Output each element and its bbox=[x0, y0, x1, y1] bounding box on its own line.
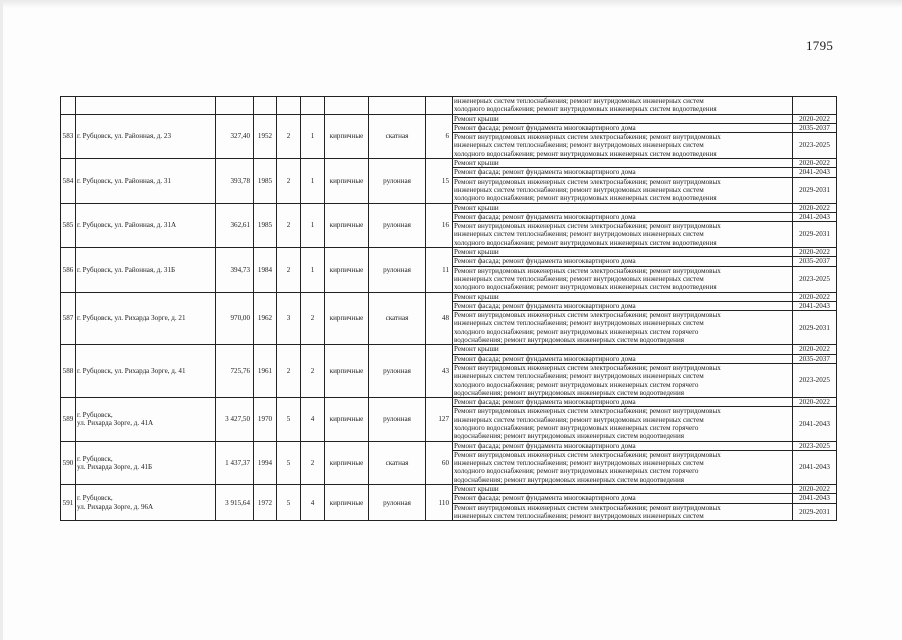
roof-cell: скатная bbox=[369, 292, 426, 345]
walls-cell: кирпичные bbox=[325, 345, 369, 398]
period-cell: 2020-2022 bbox=[793, 203, 837, 212]
address-cell bbox=[76, 97, 216, 115]
apartments-cell: 15 bbox=[426, 159, 453, 203]
work-line: Ремонт внутридомовых инженерных систем электроснабжения; ремонт внутридомовых bbox=[454, 503, 721, 512]
area-cell: 3 427,50 bbox=[216, 398, 254, 441]
work-cell bbox=[453, 301, 793, 310]
work-line: инженерных систем теплоснабжения; ремонт внутридомовых инженерных систем bbox=[454, 274, 704, 283]
year-cell: 1985 bbox=[254, 203, 277, 247]
table-body bbox=[61, 97, 837, 521]
period-cell: 2023-2025 bbox=[793, 441, 837, 450]
period-cell: 2020-2022 bbox=[793, 345, 837, 354]
work-line: холодного водоснабжения; ремонт внутридомовых инженерных систем водоотведения bbox=[454, 238, 717, 247]
house-number-cell: 588 bbox=[61, 345, 76, 398]
work-line: Ремонт внутридомовых инженерных систем электроснабжения; ремонт внутридомовых bbox=[454, 450, 721, 459]
work-line: Ремонт фасада; ремонт фундамента многоквартирного дома bbox=[454, 123, 636, 132]
work-cell bbox=[453, 177, 793, 203]
work-cell bbox=[453, 354, 793, 363]
walls-cell: кирпичные bbox=[325, 248, 369, 292]
apartments-cell: 127 bbox=[426, 398, 453, 441]
period-cell: 2023-2025 bbox=[793, 363, 837, 397]
work-line: Ремонт внутридомовых инженерных систем электроснабжения; ремонт внутридомовых bbox=[454, 363, 721, 372]
entrances-cell: 1 bbox=[301, 248, 325, 292]
period-cell: 2020-2022 bbox=[793, 398, 837, 407]
work-cell bbox=[453, 222, 793, 248]
address-line: ул. Рихарда Зорге, д. 41А bbox=[77, 419, 154, 428]
work-cell bbox=[453, 257, 793, 266]
apartments-cell: 60 bbox=[426, 441, 453, 484]
work-line: Ремонт фасада; ремонт фундамента многоквартирного дома bbox=[454, 168, 636, 177]
year-cell: 1984 bbox=[254, 248, 277, 292]
work-line: инженерных систем теплоснабжения; ремонт внутридомовых инженерных систем bbox=[454, 415, 704, 424]
work-line: Ремонт фасада; ремонт фундамента многоквартирного дома bbox=[454, 354, 636, 363]
work-line: Ремонт фасада; ремонт фундамента многоквартирного дома bbox=[454, 441, 636, 450]
roof-cell: рулонная bbox=[369, 248, 426, 292]
work-line: холодного водоснабжения; ремонт внутридомовых инженерных систем водоотведения bbox=[454, 149, 717, 158]
year-cell: 1962 bbox=[254, 292, 277, 345]
work-line: холодного водоснабжения; ремонт внутридомовых инженерных систем горячего bbox=[454, 380, 699, 389]
num-cell bbox=[61, 97, 76, 115]
address-cell bbox=[76, 398, 216, 441]
work-line: холодного водоснабжения; ремонт внутридомовых инженерных систем горячего bbox=[454, 423, 699, 432]
apartments-cell: 48 bbox=[426, 292, 453, 345]
entrances-cell: 1 bbox=[301, 114, 325, 158]
period-cell: 2029-2031 bbox=[793, 311, 837, 345]
address-line: ул. Рихарда Зорге, д. 96А bbox=[77, 502, 154, 511]
work-line: Ремонт фасада; ремонт фундамента многоквартирного дома bbox=[454, 494, 636, 503]
work-line: инженерных систем теплоснабжения; ремонт внутридомовых инженерных систем bbox=[454, 459, 704, 468]
work-line: холодного водоснабжения; ремонт внутридомовых инженерных систем горячего bbox=[454, 467, 699, 476]
entrances-cell: 1 bbox=[301, 159, 325, 203]
entrances-cell: 2 bbox=[301, 441, 325, 484]
work-cell bbox=[453, 97, 793, 115]
period-cell: 2041-2043 bbox=[793, 450, 837, 484]
work-line: водоснабжения; ремонт внутридомовых инженерных систем водоотведения bbox=[454, 388, 685, 397]
house-number-cell: 583 bbox=[61, 114, 76, 158]
address-cell bbox=[76, 203, 216, 247]
work-line: Ремонт внутридомовых инженерных систем электроснабжения; ремонт внутридомовых bbox=[454, 407, 721, 416]
work-cell bbox=[453, 345, 793, 354]
house-number-cell: 591 bbox=[61, 485, 76, 521]
apartments-cell: 43 bbox=[426, 345, 453, 398]
address-line: г. Рубцовск, ул. Районная, д. 31Б bbox=[77, 265, 176, 274]
work-line: Ремонт крыши bbox=[454, 159, 499, 168]
period-cell: 2035-2037 bbox=[793, 123, 837, 132]
period-cell: 2020-2022 bbox=[793, 114, 837, 123]
address-cell bbox=[76, 292, 216, 345]
work-line: Ремонт фасада; ремонт фундамента многоквартирного дома bbox=[454, 212, 636, 221]
year-cell: 1970 bbox=[254, 398, 277, 441]
period-cell: 2041-2043 bbox=[793, 212, 837, 221]
period-cell: 2029-2031 bbox=[793, 503, 837, 521]
page-number: 1795 bbox=[806, 38, 834, 53]
address-line: г. Рубцовск, bbox=[77, 411, 113, 420]
house-row bbox=[61, 203, 837, 212]
work-line: водоснабжения; ремонт внутридомовых инженерных систем водоотведения bbox=[454, 475, 685, 484]
year-cell: 1985 bbox=[254, 159, 277, 203]
house-number-cell: 587 bbox=[61, 292, 76, 345]
work-line: Ремонт внутридомовых инженерных систем электроснабжения; ремонт внутридомовых bbox=[454, 177, 721, 186]
work-cell bbox=[453, 311, 793, 345]
floors-cell bbox=[277, 97, 301, 115]
walls-cell: кирпичные bbox=[325, 485, 369, 521]
area-cell: 327,40 bbox=[216, 114, 254, 158]
work-line: Ремонт фасада; ремонт фундамента многоквартирного дома bbox=[454, 301, 636, 310]
walls-cell: кирпичные bbox=[325, 203, 369, 247]
entrances-cell: 1 bbox=[301, 203, 325, 247]
house-row bbox=[61, 485, 837, 494]
work-cell bbox=[453, 212, 793, 221]
work-line: холодного водоснабжения; ремонт внутридомовых инженерных систем водоотведения bbox=[454, 105, 717, 114]
period-cell: 2035-2037 bbox=[793, 257, 837, 266]
work-cell bbox=[453, 450, 793, 484]
roof-cell: скатная bbox=[369, 441, 426, 484]
apartments-cell: 11 bbox=[426, 248, 453, 292]
entrances-cell: 4 bbox=[301, 485, 325, 521]
house-row bbox=[61, 114, 837, 123]
apartments-cell bbox=[426, 97, 453, 115]
floors-cell: 5 bbox=[277, 441, 301, 484]
address-line: ул. Рихарда Зорге, д. 41Б bbox=[77, 462, 153, 471]
roof-cell: рулонная bbox=[369, 345, 426, 398]
period-cell: 2041-2043 bbox=[793, 301, 837, 310]
area-cell: 394,73 bbox=[216, 248, 254, 292]
period-cell: 2035-2037 bbox=[793, 354, 837, 363]
house-number-cell: 586 bbox=[61, 248, 76, 292]
work-cell bbox=[453, 292, 793, 301]
work-line: Ремонт крыши bbox=[454, 345, 499, 354]
floors-cell: 2 bbox=[277, 159, 301, 203]
entrances-cell bbox=[301, 97, 325, 115]
work-line: Ремонт крыши bbox=[454, 292, 499, 301]
period-cell: 2020-2022 bbox=[793, 485, 837, 494]
period-cell: 2041-2043 bbox=[793, 494, 837, 503]
walls-cell: кирпичные bbox=[325, 441, 369, 484]
floors-cell: 5 bbox=[277, 485, 301, 521]
work-line: Ремонт внутридомовых инженерных систем электроснабжения; ремонт внутридомовых bbox=[454, 266, 721, 275]
house-number-cell: 590 bbox=[61, 441, 76, 484]
work-line: холодного водоснабжения; ремонт внутридомовых инженерных систем водоотведения bbox=[454, 283, 717, 292]
house-number-cell: 584 bbox=[61, 159, 76, 203]
work-line: Ремонт внутридомовых инженерных систем электроснабжения; ремонт внутридомовых bbox=[454, 311, 721, 320]
floors-cell: 2 bbox=[277, 203, 301, 247]
area-cell bbox=[216, 97, 254, 115]
period-cell: 2020-2022 bbox=[793, 159, 837, 168]
period-cell: 2029-2031 bbox=[793, 177, 837, 203]
work-line: инженерных систем теплоснабжения; ремонт внутридомовых инженерных систем bbox=[454, 511, 704, 520]
work-line: Ремонт внутридомовых инженерных систем электроснабжения; ремонт внутридомовых bbox=[454, 222, 721, 231]
repair-schedule-table bbox=[60, 96, 837, 521]
area-cell: 362,61 bbox=[216, 203, 254, 247]
roof-cell bbox=[369, 97, 426, 115]
address-line: г. Рубцовск, bbox=[77, 454, 113, 463]
year-cell: 1972 bbox=[254, 485, 277, 521]
address-line: г. Рубцовск, ул. Рихарда Зорге, д. 21 bbox=[77, 314, 186, 323]
work-line: инженерных систем теплоснабжения; ремонт внутридомовых инженерных систем bbox=[454, 141, 704, 150]
year-cell: 1961 bbox=[254, 345, 277, 398]
period-cell: 2023-2025 bbox=[793, 133, 837, 159]
house-row bbox=[61, 441, 837, 450]
work-line: Ремонт фасада; ремонт фундамента многоквартирного дома bbox=[454, 398, 636, 407]
address-line: г. Рубцовск, bbox=[77, 494, 113, 503]
work-line: Ремонт крыши bbox=[454, 114, 499, 123]
period-cell: 2020-2022 bbox=[793, 248, 837, 257]
year-cell bbox=[254, 97, 277, 115]
floors-cell: 3 bbox=[277, 292, 301, 345]
work-cell bbox=[453, 248, 793, 257]
year-cell: 1952 bbox=[254, 114, 277, 158]
work-line: холодного водоснабжения; ремонт внутридомовых инженерных систем горячего bbox=[454, 327, 699, 336]
area-cell: 3 915,64 bbox=[216, 485, 254, 521]
work-line: Ремонт крыши bbox=[454, 485, 499, 494]
address-line: г. Рубцовск, ул. Районная, д. 31 bbox=[77, 176, 172, 185]
roof-cell: рулонная bbox=[369, 398, 426, 441]
address-line: г. Рубцовск, ул. Районная, д. 23 bbox=[77, 132, 172, 141]
house-row bbox=[61, 398, 837, 407]
area-cell: 1 437,37 bbox=[216, 441, 254, 484]
work-line: инженерных систем теплоснабжения; ремонт внутридомовых инженерных систем bbox=[454, 319, 704, 328]
work-line: Ремонт крыши bbox=[454, 248, 499, 257]
floors-cell: 5 bbox=[277, 398, 301, 441]
house-number-cell: 585 bbox=[61, 203, 76, 247]
walls-cell: кирпичные bbox=[325, 114, 369, 158]
work-cell bbox=[453, 203, 793, 212]
period-cell: 2041-2043 bbox=[793, 407, 837, 441]
apartments-cell: 110 bbox=[426, 485, 453, 521]
work-line: Ремонт крыши bbox=[454, 203, 499, 212]
area-cell: 970,00 bbox=[216, 292, 254, 345]
address-cell bbox=[76, 345, 216, 398]
work-cell bbox=[453, 168, 793, 177]
work-cell bbox=[453, 159, 793, 168]
entrances-cell: 4 bbox=[301, 398, 325, 441]
floors-cell: 2 bbox=[277, 248, 301, 292]
work-cell bbox=[453, 123, 793, 132]
area-cell: 725,76 bbox=[216, 345, 254, 398]
work-line: водоснабжения; ремонт внутридомовых инженерных систем водоотведения bbox=[454, 336, 685, 345]
year-cell: 1994 bbox=[254, 441, 277, 484]
work-cell bbox=[453, 494, 793, 503]
work-cell bbox=[453, 133, 793, 159]
work-line: инженерных систем теплоснабжения; ремонт внутридомовых инженерных систем bbox=[454, 185, 704, 194]
walls-cell: кирпичные bbox=[325, 159, 369, 203]
work-line: инженерных систем теплоснабжения; ремонт внутридомовых инженерных систем bbox=[454, 230, 704, 239]
entrances-cell: 2 bbox=[301, 345, 325, 398]
address-cell bbox=[76, 248, 216, 292]
walls-cell bbox=[325, 97, 369, 115]
apartments-cell: 16 bbox=[426, 203, 453, 247]
work-line: Ремонт внутридомовых инженерных систем электроснабжения; ремонт внутридомовых bbox=[454, 133, 721, 142]
address-line: г. Рубцовск, ул. Рихарда Зорге, д. 41 bbox=[77, 367, 186, 376]
continuation-row bbox=[61, 97, 837, 115]
work-cell bbox=[453, 407, 793, 441]
walls-cell: кирпичные bbox=[325, 398, 369, 441]
work-cell bbox=[453, 398, 793, 407]
house-number-cell: 589 bbox=[61, 398, 76, 441]
work-cell bbox=[453, 485, 793, 494]
period-cell: 2023-2025 bbox=[793, 266, 837, 292]
floors-cell: 2 bbox=[277, 114, 301, 158]
house-row bbox=[61, 159, 837, 168]
address-cell bbox=[76, 114, 216, 158]
period-cell: 2020-2022 bbox=[793, 292, 837, 301]
work-line: инженерных систем теплоснабжения; ремонт внутридомовых инженерных систем bbox=[454, 372, 704, 381]
roof-cell: рулонная bbox=[369, 485, 426, 521]
address-cell bbox=[76, 159, 216, 203]
address-cell bbox=[76, 485, 216, 521]
work-line: Ремонт фасада; ремонт фундамента многоквартирного дома bbox=[454, 257, 636, 266]
work-cell bbox=[453, 503, 793, 521]
work-cell bbox=[453, 441, 793, 450]
scan-edge-left bbox=[0, 0, 3, 640]
entrances-cell: 2 bbox=[301, 292, 325, 345]
address-line: г. Рубцовск, ул. Районная, д. 31А bbox=[77, 221, 177, 230]
floors-cell: 2 bbox=[277, 345, 301, 398]
period-cell: 2029-2031 bbox=[793, 222, 837, 248]
house-row bbox=[61, 292, 837, 301]
work-cell bbox=[453, 114, 793, 123]
address-cell bbox=[76, 441, 216, 484]
house-row bbox=[61, 248, 837, 257]
roof-cell: скатная bbox=[369, 114, 426, 158]
apartments-cell: 6 bbox=[426, 114, 453, 158]
period-cell bbox=[793, 97, 837, 115]
walls-cell: кирпичные bbox=[325, 292, 369, 345]
roof-cell: рулонная bbox=[369, 159, 426, 203]
period-cell: 2041-2043 bbox=[793, 168, 837, 177]
work-cell bbox=[453, 266, 793, 292]
work-cell bbox=[453, 363, 793, 397]
roof-cell: рулонная bbox=[369, 203, 426, 247]
work-line: водоснабжения; ремонт внутридомовых инженерных систем водоотведения bbox=[454, 432, 685, 441]
scan-edge-top bbox=[0, 0, 902, 8]
work-line: холодного водоснабжения; ремонт внутридомовых инженерных систем водоотведения bbox=[454, 194, 717, 203]
work-line: инженерных систем теплоснабжения; ремонт внутридомовых инженерных систем bbox=[454, 97, 704, 105]
house-row bbox=[61, 345, 837, 354]
area-cell: 393,78 bbox=[216, 159, 254, 203]
